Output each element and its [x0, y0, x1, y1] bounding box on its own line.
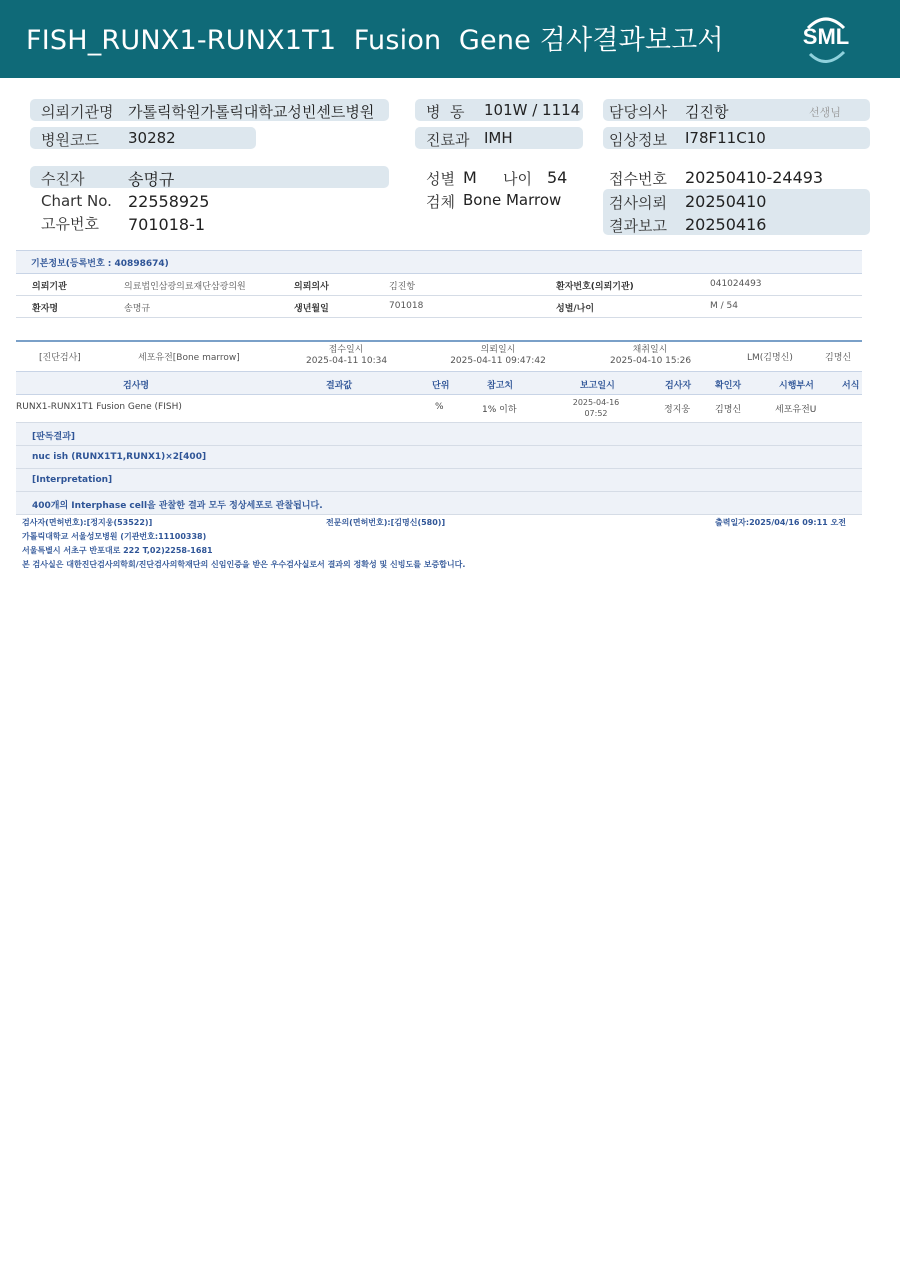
chart-no-value: 22558925	[128, 192, 210, 211]
basic-info-header	[16, 250, 862, 274]
dept-label: 진료과	[426, 131, 470, 149]
cell-label: 환자번호(의뢰기관)	[556, 282, 634, 292]
diag-category: [진단검사]	[39, 353, 81, 363]
table-row	[16, 394, 862, 423]
patient-name-value: 송명규	[128, 170, 175, 189]
footer-specialist: 전문의(면허번호):[김명신(580)]	[326, 518, 446, 527]
interpretation-text: 400개의 Interphase cell을 관찰한 결과 모두 정상세포로 관찰됩니다.	[32, 501, 323, 511]
basic-info-row	[16, 295, 862, 318]
test-confirmer: 김명신	[715, 405, 742, 415]
cell-value: 701018	[389, 301, 424, 311]
report-time: 07:52	[584, 409, 608, 418]
test-report-datetime	[568, 397, 624, 419]
req-datetime	[448, 345, 548, 367]
age-value: 54	[547, 168, 568, 187]
footer-certification: 본 검사실은 대한진단검사의학회/진단검사의학재단의 신임인증을 받은 우수검사실로서 결과의 정확성 및 신빙도를 보증합니다.	[22, 560, 466, 569]
sml-logo	[798, 14, 854, 66]
coll-label: 채취일시	[632, 345, 668, 355]
footer-hospital: 가톨릭대학교 서울성모병원 (기관번호:11100338)	[22, 532, 207, 541]
patient-name-label: 수진자	[41, 170, 85, 188]
hospital-code-value: 30282	[128, 129, 176, 147]
recv-value: 2025-04-11 10:34	[306, 356, 388, 366]
clinical-value: I78F11C10	[685, 129, 766, 147]
cell-value: 송명규	[124, 304, 151, 314]
basic-info-title: 기본정보(등록번호 : 40898674)	[31, 259, 169, 269]
hospital-label: 의뢰기관명	[41, 103, 114, 121]
col-department: 시행부서	[779, 381, 814, 391]
report-title: FISH_RUNX1-RUNX1T1 Fusion Gene 검사결과보고서	[26, 25, 724, 56]
cell-label: 의뢰기관	[32, 282, 67, 292]
diag-lm: LM(김명신)	[747, 353, 793, 363]
ward-label: 병 동	[426, 103, 465, 121]
hospital-value: 가톨릭학원가톨릭대학교성빈센트병원	[128, 103, 375, 121]
basic-info-row	[16, 273, 862, 296]
recv-datetime	[306, 345, 386, 367]
id-label: 고유번호	[41, 215, 99, 233]
test-unit: %	[435, 402, 444, 412]
doctor-label: 담당의사	[609, 103, 667, 121]
cell-label: 성별/나이	[556, 304, 595, 314]
report-label: 결과보고	[609, 217, 667, 235]
coll-value: 2025-04-10 15:26	[610, 356, 692, 366]
test-reference: 1% 이하	[482, 405, 517, 415]
col-test-name: 검사명	[123, 381, 150, 391]
req-label: 의뢰일시	[480, 345, 516, 355]
col-tester: 검사자	[665, 381, 692, 391]
cell-label: 환자명	[32, 304, 59, 314]
specimen-label: 검체	[426, 193, 455, 211]
ward-value: 101W / 1114	[484, 101, 581, 119]
result-heading: [판독결과]	[32, 432, 76, 442]
coll-datetime	[610, 345, 690, 367]
cell-value: 041024493	[710, 279, 762, 289]
cell-value: 의료법인삼광의료재단삼광의원	[124, 282, 246, 292]
interpretation-heading: [Interpretation]	[32, 475, 113, 485]
dept-value: IMH	[484, 129, 513, 147]
result-line	[16, 492, 862, 515]
logo-text: SML	[802, 24, 850, 49]
clinical-label: 임상정보	[609, 131, 667, 149]
diagnostic-info	[16, 340, 862, 372]
sex-label: 성별	[426, 170, 455, 188]
age-label: 나이	[503, 170, 532, 188]
cell-value: M / 54	[710, 301, 738, 311]
request-value: 20250410	[685, 192, 767, 211]
cell-value: 김진항	[389, 282, 416, 292]
sex-value: M	[463, 168, 477, 187]
test-department: 세포유전U	[775, 405, 817, 415]
col-confirmer: 확인자	[715, 381, 742, 391]
doctor-suffix: 선생님	[809, 106, 841, 119]
karyotype-result: nuc ish (RUNX1T1,RUNX1)×2[400]	[32, 452, 207, 462]
result-line	[16, 446, 862, 469]
id-value: 701018-1	[128, 215, 206, 234]
col-result: 결과값	[326, 381, 353, 391]
reception-label: 접수번호	[609, 170, 667, 188]
reception-value: 20250410-24493	[685, 168, 824, 187]
diag-signer: 김명신	[825, 353, 852, 363]
results-table-header	[16, 371, 862, 395]
test-tester: 정지웅	[664, 405, 691, 415]
test-name: RUNX1-RUNX1T1 Fusion Gene (FISH)	[16, 402, 182, 412]
result-line	[16, 469, 862, 492]
col-reference: 참고치	[487, 381, 514, 391]
footer-address: 서울특별시 서초구 반포대로 222 T,02)2258-1681	[22, 546, 213, 555]
hospital-code-label: 병원코드	[41, 131, 99, 149]
cell-label: 의뢰의사	[294, 282, 329, 292]
cell-label: 생년월일	[294, 304, 329, 314]
recv-label: 접수일시	[328, 345, 364, 355]
footer-tester: 검사자(면허번호):[정지웅(53522)]	[22, 518, 153, 527]
diag-specimen: 세포유전[Bone marrow]	[138, 353, 240, 363]
result-line	[16, 423, 862, 446]
specimen-value: Bone Marrow	[463, 191, 562, 209]
col-form: 서식	[842, 381, 860, 391]
request-label: 검사의뢰	[609, 194, 667, 212]
doctor-value: 김진항	[685, 103, 729, 121]
footer-printed: 출력일자:2025/04/16 09:11 오전	[715, 518, 846, 527]
col-unit: 단위	[432, 381, 450, 391]
col-report-date: 보고일시	[580, 381, 615, 391]
report-value: 20250416	[685, 215, 767, 234]
report-date: 2025-04-16	[572, 398, 620, 407]
report-header	[0, 0, 900, 78]
chart-no-label: Chart No.	[41, 192, 112, 210]
req-value: 2025-04-11 09:47:42	[450, 356, 546, 366]
